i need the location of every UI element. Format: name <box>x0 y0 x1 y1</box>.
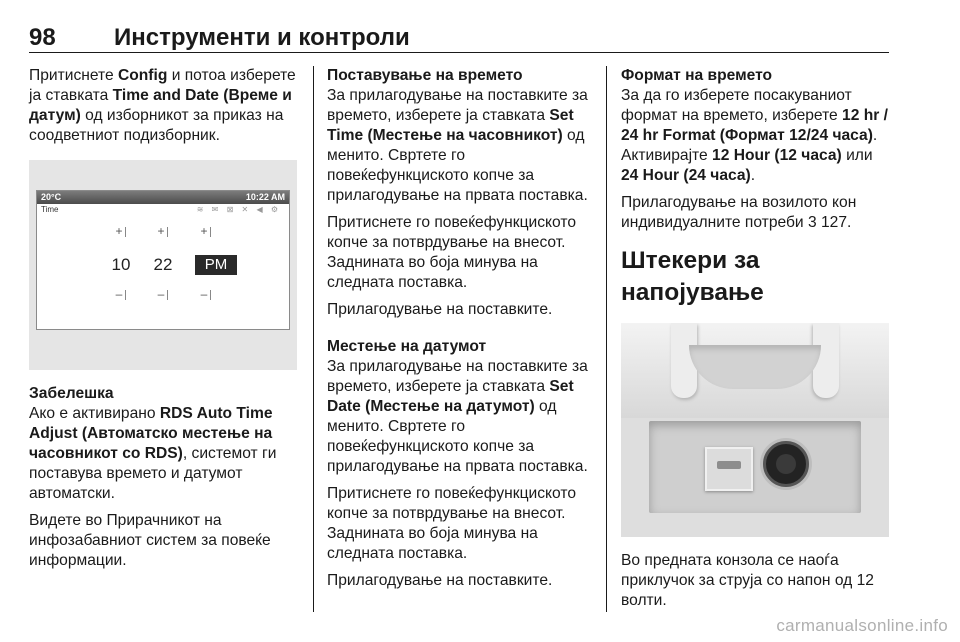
screen-label: Time <box>41 205 59 214</box>
time-settings-figure <box>29 160 297 370</box>
twelve-hour-term: 12 Hour (12 часа) <box>712 147 842 164</box>
minutes-plus-icon: + <box>151 224 171 238</box>
power-outlet-paragraph: Во предната конзола се наоѓа приклучок за струја со напон од 12 волти. <box>621 552 874 609</box>
set-date-heading: Местење на датумот <box>327 338 487 355</box>
format-term: 12 hr / 24 hr Format (Формат 12/24 часа) <box>621 107 888 144</box>
adjust-paragraph: Прилагодување на поставките. <box>327 572 553 589</box>
ampm-value: PM <box>195 255 237 275</box>
time-format-paragraph: За да го изберете посакуваниот формат на времето, изберете 12 hr / 24 hr Format (Формат 12/24 часа). Активирајте 12 Hour (12 часа) или 24 Hour (24 часа). <box>621 87 888 184</box>
time-and-date-term: Time and Date (Време и датум) <box>29 87 292 124</box>
confirm-paragraph: Притиснете го повеќефункциското копче за потврдување на внесот. Заднината во боја минува на следната поставка. <box>327 214 577 291</box>
power-outlet-figure <box>621 323 889 537</box>
note-heading: Забелешка <box>29 385 114 402</box>
hours-plus-icon: + <box>109 224 129 238</box>
twenty-four-hour-term: 24 Hour (24 часа) <box>621 167 751 184</box>
power-outlets-heading: Штекери за напојување <box>621 247 764 306</box>
column-left <box>29 66 297 578</box>
set-time-heading: Поставување на времето <box>327 67 523 84</box>
console-tray <box>649 421 861 513</box>
page-number: 98 <box>29 24 56 51</box>
page-reference: 3 127. <box>807 214 852 231</box>
intro-paragraph: Притиснете Config и потоа изберете ја ставката Time and Date (Време и датум) од изборникот за приказ на соодветниот подизборник. <box>29 67 296 144</box>
power-socket-icon <box>763 441 809 487</box>
note-paragraph: Ако е активирано RDS Auto Time Adjust (Автоматско местење на часовникот со RDS), системот ги поставува времето и датумот автоматски. <box>29 405 277 502</box>
rds-auto-time-term: RDS Auto Time Adjust (Автоматско местење на часовникот со RDS) <box>29 405 273 462</box>
page-header <box>29 24 889 53</box>
adjust-paragraph: Прилагодување на поставките. <box>327 301 553 318</box>
status-bar <box>37 191 289 204</box>
clock-readout: 10:22 AM <box>245 192 285 202</box>
confirm-paragraph: Притиснете го повеќефункциското копче за потврдување на внесот. Заднината во боја минува на следната поставка. <box>327 485 577 562</box>
temperature-readout: 20°C <box>41 192 62 202</box>
ampm-plus-icon: + <box>194 224 214 238</box>
config-term: Config <box>117 67 168 84</box>
time-format-heading: Формат на времето <box>621 67 773 84</box>
minutes-value: 22 <box>153 255 173 274</box>
watermark: carmanualsonline.info <box>776 616 948 635</box>
set-time-term: Set Time (Местење на часовникот) <box>327 107 574 144</box>
set-date-paragraph: За прилагодување на поставките за времето, изберете ја ставката Set Date (Местење на датумот) од менито. Свртете го повеќефункциското копче за прилагодување на првата поставка. <box>327 358 588 475</box>
personalization-paragraph: Прилагодување на возилото кон индивидуалните потреби 3 127. <box>621 194 857 231</box>
page-title: Инструменти и контроли <box>114 24 410 51</box>
ampm-minus-icon: – <box>194 287 214 301</box>
reference-paragraph: Видете во Прирачникот на инфозабавниот систем за повеќе информации. <box>29 512 271 569</box>
status-icons: ≋ ✉ ⊠ ✕ ◀ ⚙ <box>196 205 281 214</box>
usb-cover <box>705 447 753 491</box>
hours-value: 10 <box>111 255 131 274</box>
column-divider <box>606 66 607 612</box>
column-divider <box>313 66 314 612</box>
set-date-term: Set Date (Местење на датумот) <box>327 378 574 415</box>
hours-minus-icon: – <box>109 287 129 301</box>
minutes-minus-icon: – <box>151 287 171 301</box>
set-time-paragraph: За прилагодување на поставките за времето, изберете ја ставката Set Time (Местење на часовникот) од менито. Свртете го повеќефункциското копче за прилагодување на првата поставка. <box>327 87 588 204</box>
infotainment-screen <box>36 190 290 330</box>
column-right <box>621 66 889 618</box>
column-middle <box>327 66 595 598</box>
